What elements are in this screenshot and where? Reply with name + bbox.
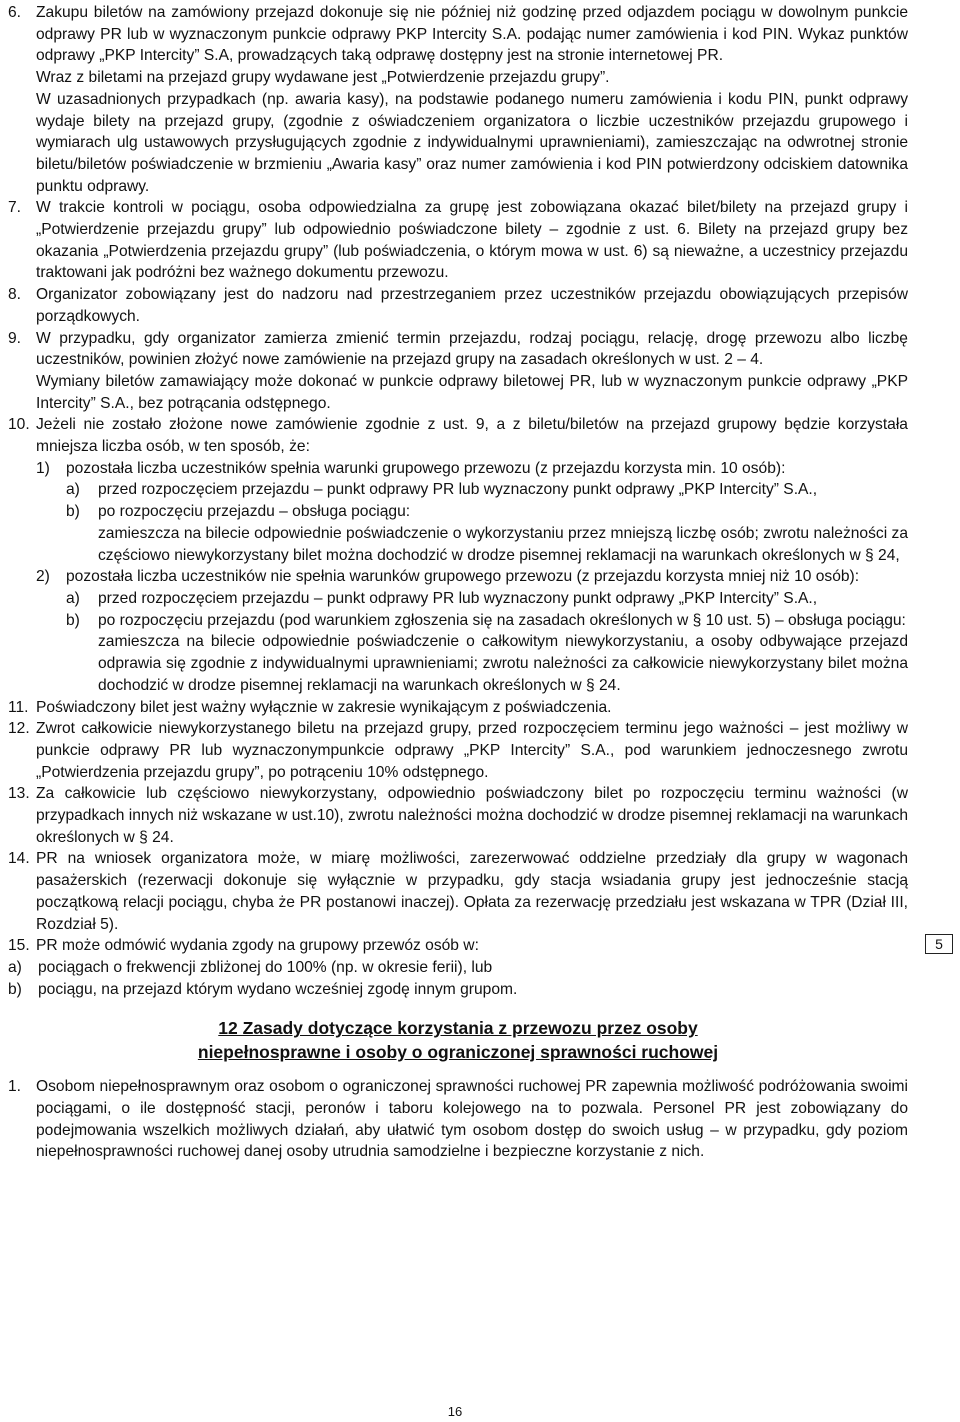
side-page-marker: 5 [925, 934, 953, 954]
paragraph: Zakupu biletów na zamówiony przejazd dokonuje się nie później niż godzinę przed odjazdem pociągu w dowolnym punkcie odprawy PR lub w wyznaczonym punkcie odprawy PKP Intercity S.A. podając numer zamówienia i kod PIN. Wykaz punktów odprawy „PKP Intercity” S.A, prowadzących taką odprawę dostępny jest na stronie internetowej PR. [36, 4, 908, 65]
list-item-8 [8, 284, 908, 327]
paragraph: Zwrot całkowicie niewykorzystanego biletu na przejazd grupy, przed rozpoczęciem terminu jego ważności – jest możliwy w punkcie odprawy PR lub wyznaczonympunkcie odprawy „PKP Intercity” S.A., pod warunkiem jednoczesnego zwrotu „Potwierdzenia przejazdu grupy”, po potrąceniu 10% odstępnego. [36, 720, 908, 781]
paragraph: Organizator zobowiązany jest do nadzoru nad przestrzeganiem przez uczestników przejazdu obowiązujących przepisów porządkowych. [36, 286, 908, 325]
sub-text: pociągach o frekwencji zbliżonej do 100% (np. w okresie ferii), lub [38, 958, 493, 976]
list-item-15 [8, 935, 908, 957]
sub-sub-label: a) [66, 481, 80, 499]
list-item-10 [8, 414, 908, 696]
sub-sub-text: przed rozpoczęciem przejazdu – punkt odprawy PR lub wyznaczony punkt odprawy „PKP Intercity” S.A., [98, 589, 818, 607]
sub-sub-text: po rozpoczęciu przejazdu (pod warunkiem zgłoszenia się na zasadach określonych w § 10 ust. 5) – obsługa pociągu: [98, 611, 906, 629]
sub-label: a) [8, 958, 22, 976]
paragraph: Osobom niepełnosprawnym oraz osobom o ograniczonej sprawności ruchowej PR zapewnia możliwość podróżowania swoimi pociągami, o ile dostępność stacji, peronów i taboru kolejowego na to pozwala. Personel PR jest zobowiązany do podejmowania wszelkich możliwych działań, aby ułatwić tym osobom dostęp do swoich usług – w przypadku, gdy poziom niepełnosprawności ruchowej danej osoby utrudnia samodzielne i bezpieczne korzystanie z nich. [36, 1078, 908, 1161]
list-item-11 [8, 697, 908, 719]
sub-sub-text: po rozpoczęciu przejazdu – obsługa pociągu: [98, 503, 411, 521]
list-item-15-b [8, 979, 908, 1001]
sub-sub-item-a [66, 588, 908, 610]
paragraph: Jeżeli nie zostało złożone nowe zamówienie zgodnie z ust. 9, a z biletu/biletów na przejazd grupowy będzie korzystała mniejsza liczba osób, w ten sposób, że: [36, 416, 908, 456]
continuation-text: zamieszcza na bilecie odpowiednie poświadczenie o całkowitym niewykorzystaniu, a osoby odbywające przejazd odprawia się zgodnie z indywidualnymi uprawnieniami; zwrotu należności za całkowicie niewykorzystany bilet można dochodzić w drodze pisemnej reklamacji na warunkach określonych w § 24. [98, 633, 908, 694]
sub-sub-item-b [66, 501, 908, 523]
list-item-15-a [8, 957, 908, 979]
list-item-6 [8, 2, 908, 197]
sub-sub-item-b [66, 610, 908, 632]
page-number: 16 [447, 1404, 463, 1419]
paragraph: Wymiany biletów zamawiający może dokonać w punkcie odprawy biletowej PR, lub w wyznaczonym punkcie odprawy „PKP Intercity” S.A., bez potrącania odstępnego. [36, 372, 908, 412]
paragraph: PR na wniosek organizatora może, w miarę możliwości, zarezerwować oddzielne przedziały dla grupy w wagonach pasażerskich (rezerwacji dokonuje się wyłącznie w przypadku, gdy stacja wsiadania grupy jest jednocześnie stacją początkową relacji pociągu, chyba że PR postanowi inaczej). Opłata za rezerwację przedziału jest wskazana w TPR (Dział III, Rozdział 5). [36, 850, 908, 933]
paragraph: Wraz z biletami na przejazd grupy wydawane jest „Potwierdzenie przejazdu grupy”. [36, 69, 610, 87]
sub-sub-item-a [66, 479, 908, 501]
sub-sub-label: b) [66, 503, 80, 521]
section-list-item-1 [8, 1076, 908, 1163]
sub-sub-label: b) [66, 611, 80, 629]
list-item-13 [8, 783, 908, 848]
paragraph: W trakcie kontroli w pociągu, osoba odpowiedzialna za grupę jest zobowiązana okazać bilet/bilety na przejazd grupy i „Potwierdzenie przejazdu grupy” lub odpowiednio poświadczone bilety – zgodnie z ust. 6. Bilety na przejazd grupy bez okazania „Potwierdzenia przejazdu grupy” (lub poświadczenia, o którym mowa w ust. 6) są nieważne, a uczestnicy przejazdu traktowani jak podróżni bez ważnego dokumentu przewozu. [36, 199, 908, 282]
section-heading-line-1: 12 Zasady dotyczące korzystania z przewozu przez osoby [218, 1018, 698, 1039]
list-item-9 [8, 328, 908, 415]
item-number: 14. [8, 850, 30, 868]
sub-label: 2) [36, 568, 50, 586]
paragraph: W uzasadnionych przypadkach (np. awaria kasy), na podstawie podanego numeru zamówienia i kodu PIN, punkt odprawy wydaje bilety na przejazd grupy, (zgodnie z oświadczeniem organizatora o liczbie uczestników przejazdu grupowego i wymiarach ulg ustawowych przysługujących zgodnie z indywidualnymi uprawnieniami), zamieszczając na odwrotnej stronie biletu/biletów poświadczenie w brzmieniu „Awaria kasy” oraz numer zamówienia i kod PIN potwierdzony odciskiem datownika punktu odprawy. [36, 90, 908, 195]
item-number: 6. [8, 4, 22, 21]
item-number: 1. [8, 1078, 22, 1096]
sub-label: 1) [36, 459, 50, 477]
list-item-7 [8, 197, 908, 284]
paragraph: Za całkowicie lub częściowo niewykorzystany, odpowiednio poświadczony bilet po rozpoczęciu terminu ważności (w przypadkach innych niż wskazane w ust.10), zwrotu należności można dochodzić w drodze pisemnej reklamacji na warunkach określonych w § 24. [36, 785, 908, 846]
paragraph: W przypadku, gdy organizator zamierza zmienić termin przejazdu, rodzaj pociągu, relację, drogę przewozu albo liczbę uczestników, powinien złożyć nowe zamówienie na przejazd grupy na zasadach określonych w ust. 2 – 4. [36, 329, 908, 369]
item-number: 15. [8, 937, 30, 955]
sub-text: pociągu, na przejazd którym wydano wcześniej zgodę innym grupom. [38, 980, 518, 998]
continuation-text: zamieszcza na bilecie odpowiednie poświadczenie o wykorzystaniu przez mniejszą liczbę osób; zwrotu należności za częściowo niewykorzystany bilet można dochodzić w drodze pisemnej reklamacji na warunkach określonych w § 24, [98, 524, 908, 564]
item-number: 8. [8, 286, 22, 304]
sub-text: pozostała liczba uczestników spełnia warunki grupowego przewozu (z przejazdu korzysta min. 10 osób): [66, 459, 786, 477]
item-number: 7. [8, 199, 22, 217]
sub-item-2 [36, 566, 908, 696]
sub-sub-label: a) [66, 589, 80, 607]
paragraph: Poświadczony bilet jest ważny wyłącznie w zakresie wynikającym z poświadczenia. [36, 698, 612, 716]
sub-label: b) [8, 980, 22, 998]
document-body [8, 2, 908, 1163]
sub-sub-text: przed rozpoczęciem przejazdu – punkt odprawy PR lub wyznaczony punkt odprawy „PKP Intercity” S.A., [98, 481, 818, 499]
item-number: 10. [8, 416, 30, 434]
sub-text: pozostała liczba uczestników nie spełnia warunków grupowego przewozu (z przejazdu korzysta mniej niż 10 osób): [66, 568, 860, 586]
sub-item-1 [36, 458, 908, 567]
section-heading-line-2: niepełnosprawne i osoby o ograniczonej sprawności ruchowej [197, 1042, 719, 1063]
paragraph: PR może odmówić wydania zgody na grupowy przewóz osób w: [36, 937, 479, 955]
section-heading [8, 1016, 908, 1064]
item-number: 12. [8, 720, 30, 738]
list-item-12 [8, 718, 908, 783]
item-number: 13. [8, 785, 30, 803]
item-number: 11. [8, 698, 29, 716]
list-item-14 [8, 848, 908, 935]
item-number: 9. [8, 329, 22, 347]
